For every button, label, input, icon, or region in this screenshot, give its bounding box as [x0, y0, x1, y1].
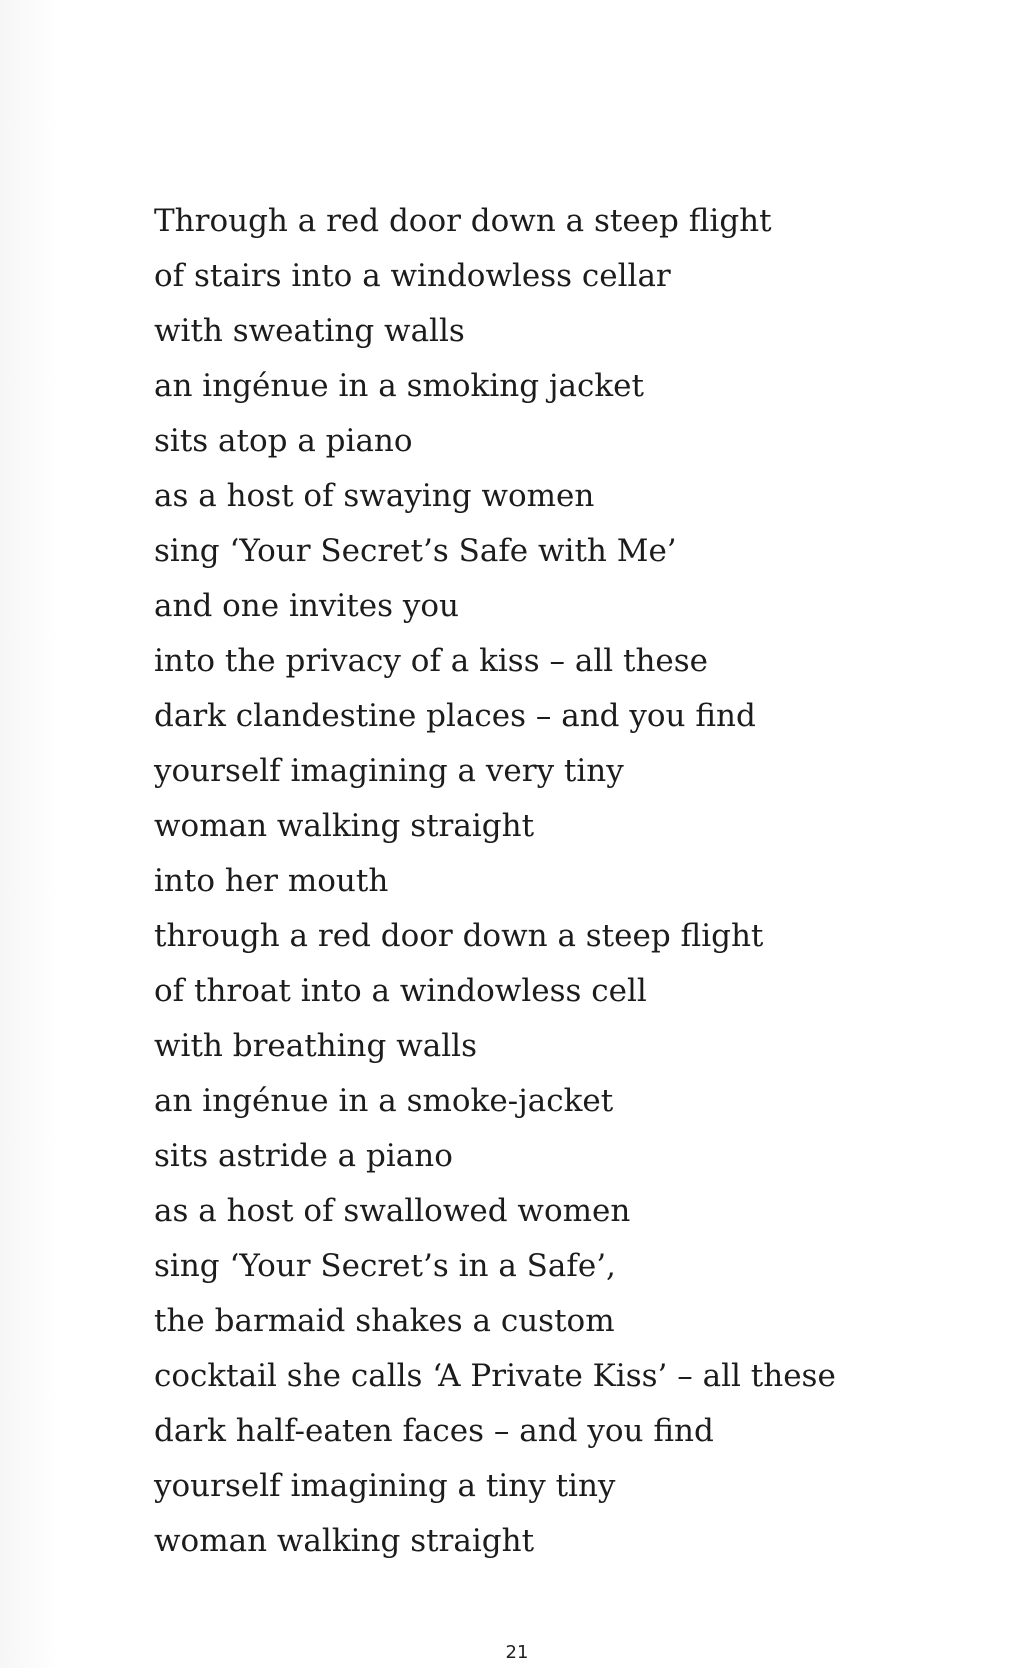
poem-line: sits atop a piano: [154, 423, 413, 459]
poem-line: cocktail she calls ‘A Private Kiss’ – all these: [154, 1358, 836, 1394]
poem-line: of stairs into a windowless cellar: [154, 258, 671, 294]
poem-line: through a red door down a steep flight: [154, 918, 764, 954]
poem-line: as a host of swallowed women: [154, 1193, 631, 1229]
page-number: 21: [505, 1642, 529, 1663]
poem-line: yourself imagining a very tiny: [154, 753, 624, 789]
poem-line: woman walking straight: [154, 808, 535, 844]
poem-line: sing ‘Your Secret’s Safe with Me’: [154, 533, 677, 569]
poem-line: sing ‘Your Secret’s in a Safe’,: [154, 1248, 616, 1284]
poem-line: yourself imagining a tiny tiny: [154, 1468, 616, 1504]
poem-line: into the privacy of a kiss – all these: [154, 643, 709, 679]
poem-line: dark half-eaten faces – and you find: [154, 1413, 714, 1449]
poem-line: of throat into a windowless cell: [154, 973, 647, 1009]
poem-line: with breathing walls: [154, 1028, 477, 1064]
poem-line: into her mouth: [154, 863, 389, 899]
poem-body: [154, 194, 836, 1569]
poem-line: the barmaid shakes a custom: [154, 1303, 615, 1339]
poem-line: an ingénue in a smoking jacket: [154, 368, 644, 404]
poem-line: an ingénue in a smoke-jacket: [154, 1083, 614, 1119]
poem-line: and one invites you: [154, 588, 459, 624]
poem-line: sits astride a piano: [154, 1138, 453, 1174]
poem-line: with sweating walls: [154, 313, 465, 349]
poem-line: dark clandestine places – and you find: [154, 698, 756, 734]
poem-line: woman walking straight: [154, 1523, 535, 1559]
poem-line: as a host of swaying women: [154, 478, 595, 514]
poem-line: Through a red door down a steep flight: [154, 203, 772, 239]
